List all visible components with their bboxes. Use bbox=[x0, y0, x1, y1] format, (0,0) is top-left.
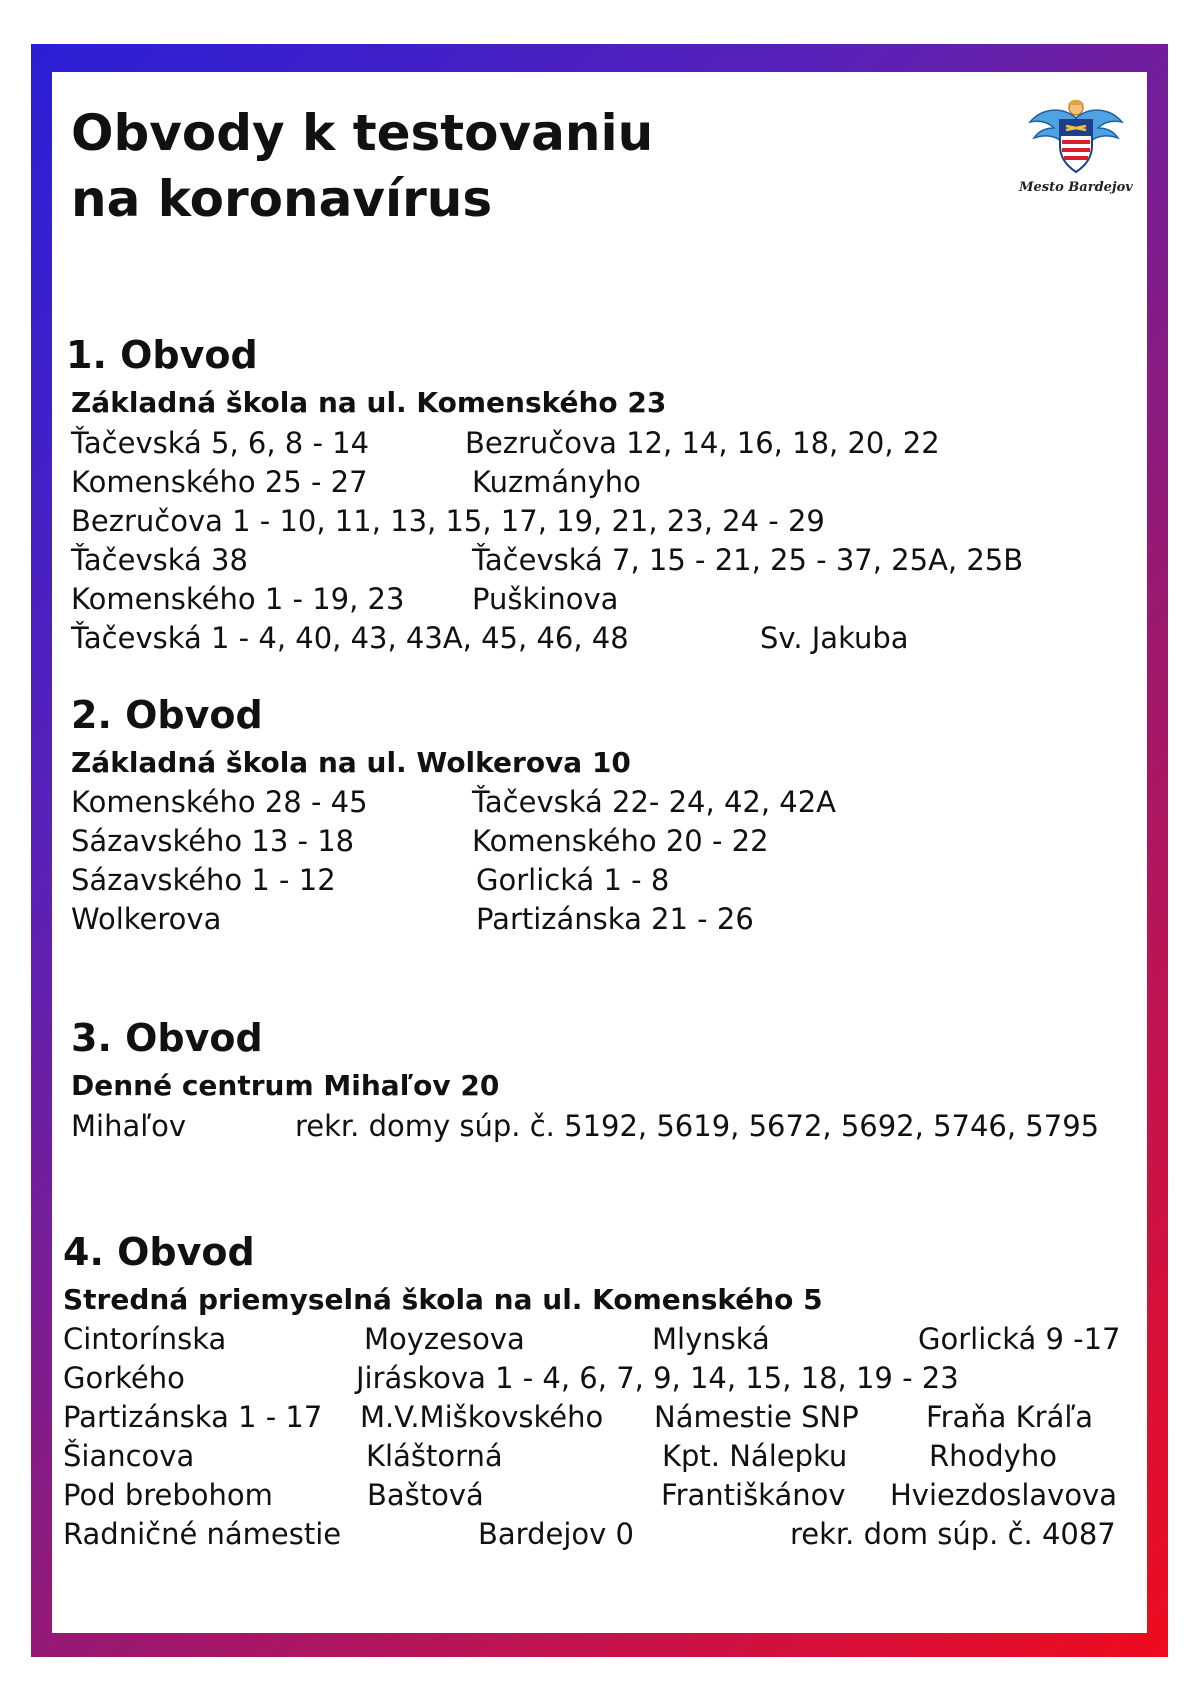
street-list-item: Puškinova bbox=[472, 582, 619, 616]
street-list-item: Komenského 20 - 22 bbox=[472, 824, 769, 858]
street-list-item: Komenského 1 - 19, 23 bbox=[71, 582, 405, 616]
street-list-item: M.V.Miškovského bbox=[360, 1400, 604, 1434]
title-line-1: Obvody k testovaniu bbox=[71, 104, 654, 162]
street-list-item: Fraňa Kráľa bbox=[926, 1400, 1093, 1434]
street-list-item: Kláštorná bbox=[366, 1439, 503, 1473]
street-list-item: Wolkerova bbox=[71, 902, 222, 936]
street-list-item: Pod brebohom bbox=[63, 1478, 273, 1512]
street-list-item: rekr. domy súp. č. 5192, 5619, 5672, 5692, 5746, 5795 bbox=[295, 1109, 1100, 1143]
street-list-item: Námestie SNP bbox=[654, 1400, 859, 1434]
street-list-item: Kuzmányho bbox=[472, 465, 641, 499]
street-list-item: Ťačevská 5, 6, 8 - 14 bbox=[71, 426, 370, 460]
street-list-item: Mlynská bbox=[652, 1322, 770, 1356]
street-list-item: Ťačevská 1 - 4, 40, 43, 43A, 45, 46, 48 bbox=[71, 621, 629, 655]
district-4-location: Stredná priemyselná škola na ul. Komenského 5 bbox=[63, 1283, 823, 1316]
district-2-heading: 2. Obvod bbox=[71, 693, 263, 737]
street-list-item: Komenského 25 - 27 bbox=[71, 465, 368, 499]
street-list-item: Cintorínska bbox=[63, 1322, 227, 1356]
street-list-item: Jiráskova 1 - 4, 6, 7, 9, 14, 15, 18, 19 - 23 bbox=[356, 1361, 959, 1395]
street-list-item: Baštová bbox=[367, 1478, 484, 1512]
street-list-item: Ťačevská 22- 24, 42, 42A bbox=[472, 785, 837, 819]
street-list-item: Ťačevská 38 bbox=[71, 543, 248, 577]
street-list-item: Partizánska 1 - 17 bbox=[63, 1400, 323, 1434]
street-list-item: Šiancova bbox=[63, 1439, 195, 1473]
street-list-item: Bardejov 0 bbox=[478, 1517, 634, 1551]
street-list-item: Sv. Jakuba bbox=[760, 621, 909, 655]
street-list-item: Sázavského 13 - 18 bbox=[71, 824, 355, 858]
title-line-2: na koronavírus bbox=[71, 170, 493, 228]
district-4-heading: 4. Obvod bbox=[63, 1230, 255, 1274]
street-list-item: Gorlická 1 - 8 bbox=[476, 863, 670, 897]
street-list-item: Kpt. Nálepku bbox=[662, 1439, 848, 1473]
street-list-item: Bezručova 1 - 10, 11, 13, 15, 17, 19, 21, 23, 24 - 29 bbox=[71, 504, 825, 538]
street-list-item: Hviezdoslavova bbox=[890, 1478, 1118, 1512]
logo-caption: Mesto Bardejov bbox=[1019, 180, 1133, 195]
street-list-item: Sázavského 1 - 12 bbox=[71, 863, 336, 897]
district-3-location: Denné centrum Mihaľov 20 bbox=[71, 1069, 500, 1102]
district-1-heading: 1. Obvod bbox=[66, 333, 258, 377]
street-list-item: Partizánska 21 - 26 bbox=[476, 902, 754, 936]
street-list-item: Komenského 28 - 45 bbox=[71, 785, 368, 819]
street-list-item: Mihaľov bbox=[71, 1109, 187, 1143]
street-list-item: Radničné námestie bbox=[63, 1517, 342, 1551]
street-list-item: Moyzesova bbox=[364, 1322, 525, 1356]
street-list-item: rekr. dom súp. č. 4087 bbox=[790, 1517, 1116, 1551]
city-coat-of-arms-icon bbox=[1024, 96, 1128, 176]
city-logo bbox=[1006, 96, 1146, 206]
district-2-location: Základná škola na ul. Wolkerova 10 bbox=[71, 746, 631, 779]
district-1-location: Základná škola na ul. Komenského 23 bbox=[71, 386, 667, 419]
street-list-item: Františkánov bbox=[661, 1478, 846, 1512]
district-3-heading: 3. Obvod bbox=[71, 1016, 263, 1060]
street-list-item: Gorlická 9 -17 bbox=[918, 1322, 1121, 1356]
page-title bbox=[71, 100, 653, 232]
street-list-item: Ťačevská 7, 15 - 21, 25 - 37, 25A, 25B bbox=[472, 543, 1024, 577]
street-list-item: Bezručova 12, 14, 16, 18, 20, 22 bbox=[465, 426, 940, 460]
street-list-item: Rhodyho bbox=[929, 1439, 1057, 1473]
street-list-item: Gorkého bbox=[63, 1361, 185, 1395]
